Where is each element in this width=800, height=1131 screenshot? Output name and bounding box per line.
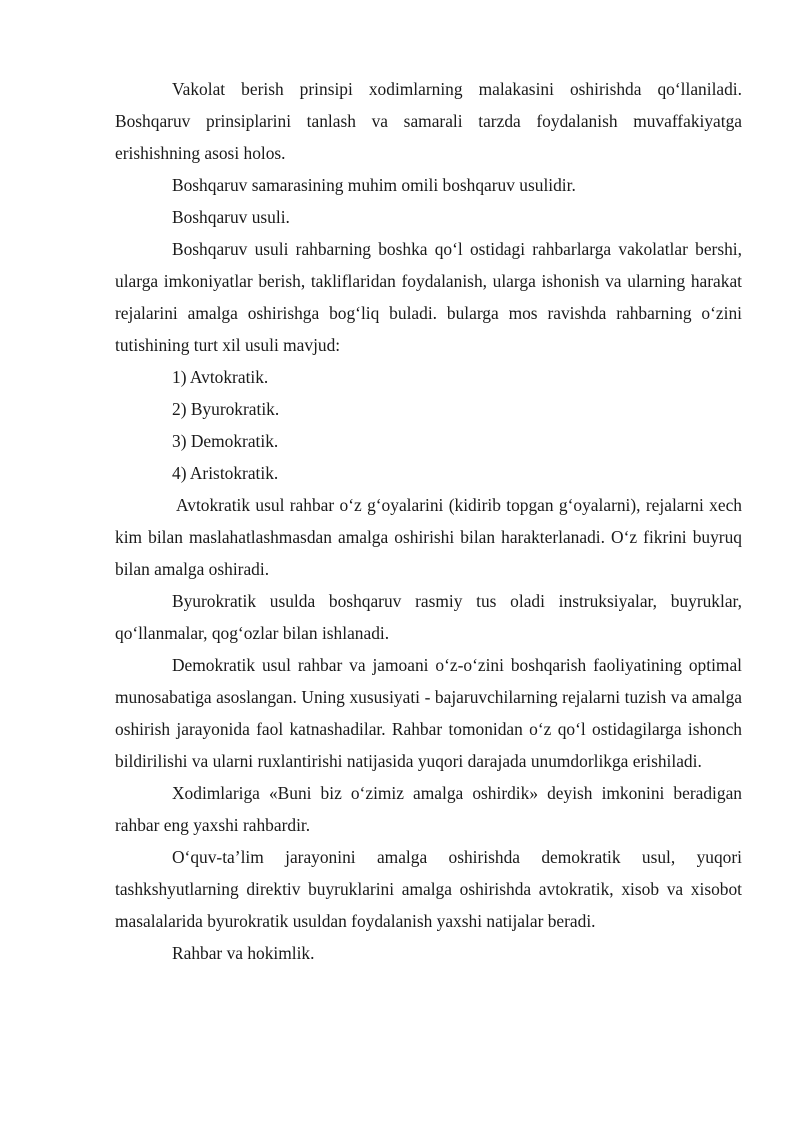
section-heading-leader-authority: Rahbar va hokimlik. [172,943,315,963]
section-heading-management-method: Boshqaruv usuli. [172,207,290,227]
paragraph-delegation-principle: Vakolat berish prinsipi xodimlarning malakasini oshirishda qo‘llaniladi. Boshqaruv prinsiplarini tanlash va samarali tarzda foydalanish muvaffakiyatga erishishning asosi holos. [115,79,742,163]
paragraph-education-process: O‘quv-ta’lim jarayonini amalga oshirishda demokratik usul, yuqori tashkshyutlarning direktiv buyruklarini amalga oshirishda avtokratik, xisob va xisobot masalalarida byurokratik usuldan foydalanish yaxshi natijalar beradi. [115,847,742,931]
paragraph-bureaucratic-method: Byurokratik usulda boshqaruv rasmiy tus oladi instruksiyalar, buyruklar, qo‘llanmalar, qog‘ozlar bilan ishlanadi. [115,591,742,643]
list-item-aristocratic: 4) Aristokratik. [172,463,279,483]
paragraph-management-method: Boshqaruv usuli rahbarning boshka qo‘l ostidagi rahbarlarga vakolatlar bershi, ularga imkoniyatlar berish, takliflaridan foydalanish, ularga ishonish va ularning harakat rejalarini amalga oshirishga bog‘liq buladi. bularga mos ravishda rahbarning o‘zini tutishining turt xil usuli mavjud: [115,239,742,355]
list-item-bureaucratic: 2) Byurokratik. [172,399,280,419]
paragraph-autocratic-method: Avtokratik usul rahbar o‘z g‘oyalarini (kidirib topgan g‘oyalarni), rejalarni xech kim bilan maslahatlashmasdan amalga oshirishi bilan harakterlanadi. O‘z fikrini buyruq bilan amalga oshiradi. [115,495,742,579]
document-page [115,73,742,969]
paragraph-best-leader: Xodimlariga «Buni biz o‘zimiz amalga oshirdik» deyish imkonini beradigan rahbar eng yaxshi rahbardir. [115,783,742,835]
paragraph-management-efficiency: Boshqaruv samarasining muhim omili boshqaruv usulidir. [172,175,576,195]
list-item-autocratic: 1) Avtokratik. [172,367,269,387]
paragraph-democratic-method: Demokratik usul rahbar va jamoani o‘z-o‘zini boshqarish faoliyatining optimal munosabatiga asoslangan. Uning xususiyati - bajaruvchilarning rejalarni tuzish va amalga oshirish jarayonida faol katnashadilar. Rahbar tomonidan o‘z qo‘l ostidagilarga ishonch bildirilishi va ularni ruxlantirishi natijasida yuqori darajada unumdorlikga erishiladi. [115,655,742,771]
list-item-democratic: 3) Demokratik. [172,431,279,451]
